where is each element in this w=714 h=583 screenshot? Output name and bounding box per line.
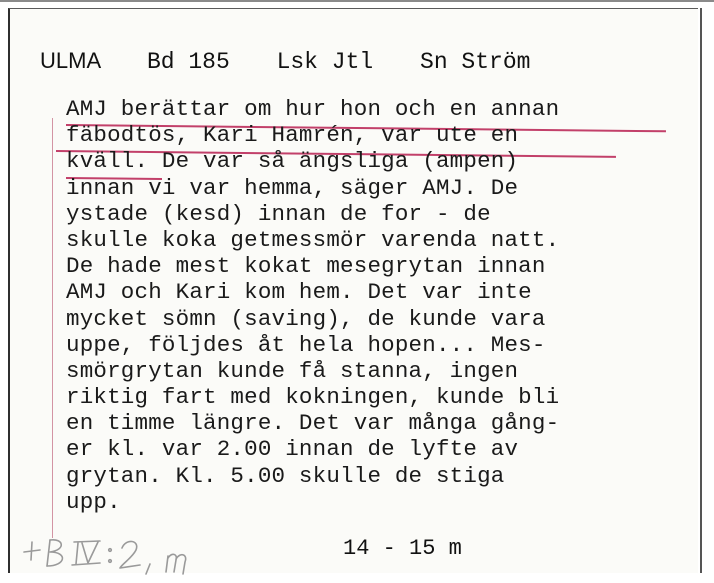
page-reference: 14 - 15 m (343, 536, 462, 561)
body-line: mycket sömn (saving), de kunde vara (66, 305, 546, 332)
body-line: uppe, följdes åt hela hopen... Mes- (66, 331, 546, 358)
card-body-text (66, 96, 676, 515)
body-line: grytan. Kl. 5.00 skulle de stiga (66, 462, 505, 489)
body-line: kväll. De var så ängsliga (ampen) (66, 148, 519, 175)
margin-pencil-line (52, 118, 53, 538)
body-line: De hade mest kokat mesegrytan innan (66, 253, 546, 280)
volume-ref: Bd 185 (146, 49, 230, 75)
body-line: fäbodtös, Kari Hamrén, var ute en (66, 122, 519, 149)
parish-ref: Sn Ström (420, 49, 531, 75)
body-line: skulle koka getmessmör varenda natt. (66, 226, 560, 253)
body-line: upp. (66, 488, 121, 515)
handwriting-drawing (18, 532, 218, 578)
card-header (40, 48, 563, 75)
card-right-border (700, 8, 702, 573)
body-line: innan vi var hemma, säger AMJ. De (66, 174, 519, 201)
body-line: er kl. var 2.00 innan de lyfte av (66, 436, 519, 463)
card-top-border (0, 0, 714, 2)
body-line: AMJ och Kari kom hem. Det var inte (66, 279, 532, 306)
archive-name: ULMA (40, 48, 102, 73)
handwritten-pencil-note (18, 532, 218, 583)
body-line: smörgrytan kunde få stanna, ingen (66, 357, 519, 384)
body-line: ystade (kesd) innan de for - de (66, 200, 491, 227)
body-line: AMJ berättar om hur hon och en annan (66, 96, 560, 122)
region-ref: Lsk Jtl (276, 49, 374, 75)
body-line: riktig fart med kokningen, kunde bli (66, 384, 560, 411)
body-line: en timme längre. Det var många gång- (66, 410, 560, 437)
